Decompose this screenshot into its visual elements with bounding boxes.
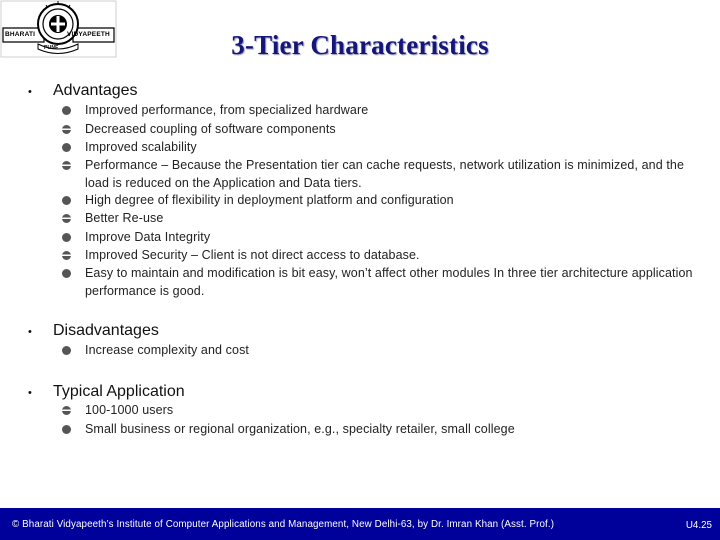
list-item: Improved Security – Client is not direct access to database.	[85, 248, 420, 262]
logo-right-text: VIDYAPEETH	[67, 31, 110, 38]
page-number: U4.25	[685, 520, 712, 531]
section-heading-disadvantages: Disadvantages	[53, 322, 159, 339]
list-item: Performance – Because the Presentation tier can cache requests, network utilization is minimized, and the load is reduced on the Application and Data tiers.	[85, 158, 684, 190]
section-heading-advantages: Advantages	[53, 82, 138, 99]
round-bullet-icon	[62, 143, 71, 152]
logo-bottom-text: PUNE	[44, 45, 59, 51]
section-bullet-icon: •	[28, 387, 32, 399]
split-bullet-icon	[62, 251, 71, 260]
list-item: Small business or regional organization, e.g., specialty retailer, small college	[85, 422, 515, 436]
list-item: Improved scalability	[85, 140, 197, 154]
section-bullet-icon: •	[28, 86, 32, 98]
split-bullet-icon	[62, 406, 71, 415]
round-bullet-icon	[62, 346, 71, 355]
list-item: Increase complexity and cost	[85, 343, 249, 357]
section-bullet-icon: •	[28, 326, 32, 338]
footer-bar	[0, 508, 720, 540]
logo-left-text: BHARATI	[5, 31, 36, 38]
list-item: 100-1000 users	[85, 403, 174, 417]
round-bullet-icon	[62, 196, 71, 205]
split-bullet-icon	[62, 161, 71, 170]
round-bullet-icon	[62, 106, 71, 115]
slide-title: 3-Tier Characteristics	[231, 30, 489, 60]
list-item: Decreased coupling of software components	[85, 122, 336, 136]
round-bullet-icon	[62, 233, 71, 242]
round-bullet-icon	[62, 425, 71, 434]
section-heading-typical-application: Typical Application	[53, 383, 185, 400]
list-item: Improved performance, from specialized hardware	[85, 103, 369, 117]
footer-credit: © Bharati Vidyapeeth’s Institute of Computer Applications and Management, New Delhi-63, by Dr. Imran Khan (Asst. Prof.)	[12, 519, 555, 530]
split-bullet-icon	[62, 214, 71, 223]
list-item: Better Re-use	[85, 211, 164, 225]
split-bullet-icon	[62, 125, 71, 134]
list-item: Improve Data Integrity	[85, 230, 211, 244]
list-item: High degree of flexibility in deployment platform and configuration	[85, 193, 454, 207]
round-bullet-icon	[62, 269, 71, 278]
list-item: Easy to maintain and modification is bit easy, won’t affect other modules In three tier architecture application performance is good.	[85, 266, 693, 298]
